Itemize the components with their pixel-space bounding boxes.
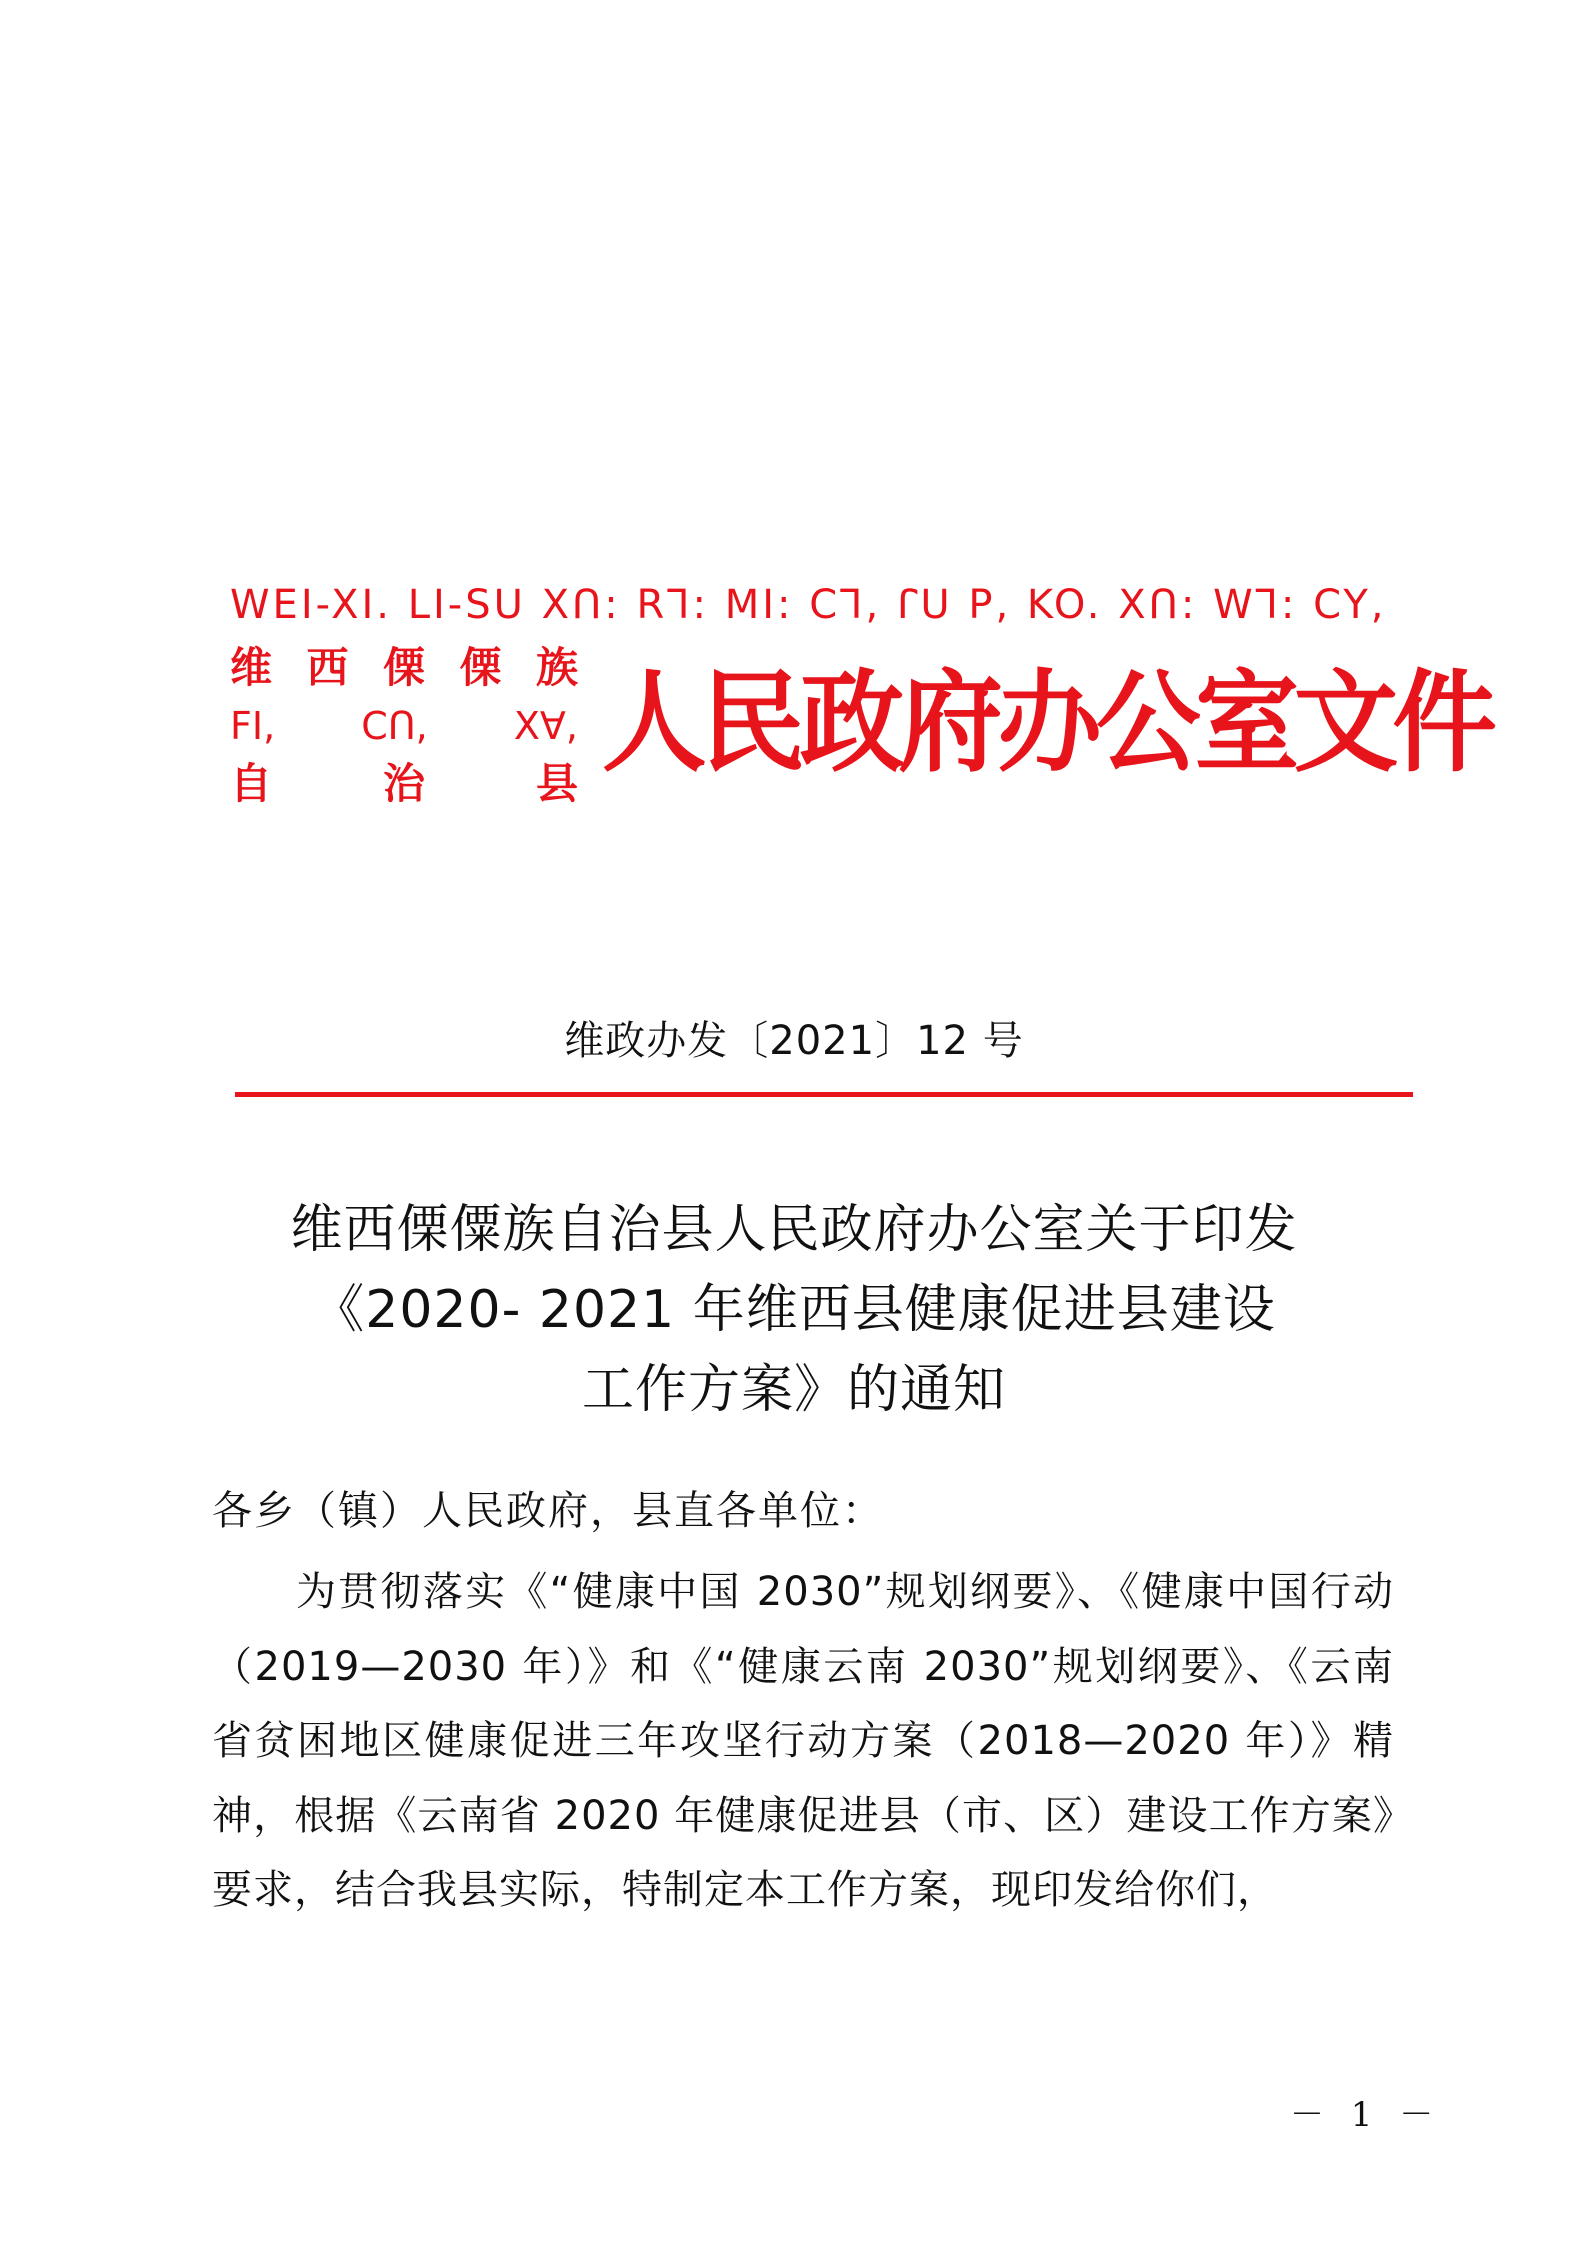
letterhead-name-block xyxy=(230,640,580,816)
page-number: － 1 － xyxy=(1290,2095,1442,2135)
title-line-1: 维西傈僳族自治县人民政府办公室关于印发 xyxy=(290,1200,1298,1260)
title-line-2: 《2020- 2021 年维西县健康促进县建设 xyxy=(312,1280,1276,1340)
lisu-word: Xꓯ, xyxy=(513,704,578,748)
name-char: 西 xyxy=(306,643,349,692)
name-char: 自 xyxy=(230,759,273,808)
body-paragraph: 为贯彻落实《“健康中国 2030”规划纲要》、《健康中国行动（2019—2030 年）》和《“健康云南 2030”规划纲要》、《云南省贫困地区健康促进三年攻坚行动方案（2018—2020 年）》精神，根据《云南省 2020 年健康促进县（市、区）建设工作方案》要求，结合我县实际，特制定本工作方案，现印发给你们， xyxy=(212,1569,1394,1913)
lisu-word: CՈ, xyxy=(361,704,428,748)
letterhead-main-title: 人民政府办公室文件 xyxy=(602,658,1492,787)
name-char: 维 xyxy=(230,643,273,692)
letterhead xyxy=(230,580,1492,820)
name-char: 县 xyxy=(535,759,578,808)
county-name-row xyxy=(230,640,578,700)
lisu-name-line: WEI-XI. LI-SU XՈ: Rꓶ: MI: Cꓶ, ꓩU P, KO. XՈ: Wꓶ: CY, xyxy=(230,582,1387,628)
name-char: 治 xyxy=(382,759,425,808)
name-char: 族 xyxy=(535,643,578,692)
autonomous-county-row xyxy=(230,756,578,816)
title-line-3: 工作方案》的通知 xyxy=(581,1360,1006,1420)
name-char: 傈 xyxy=(459,643,502,692)
red-divider-line xyxy=(235,1092,1413,1097)
document-number: 维政办发〔2021〕12 号 xyxy=(564,1018,1024,1064)
lisu-word: FI, xyxy=(230,704,276,748)
salutation: 各乡（镇）人民政府，县直各单位： xyxy=(212,1488,884,1534)
lisu-autonomous-row xyxy=(230,700,578,756)
notice-title xyxy=(0,1190,1588,1430)
name-char: 傈 xyxy=(382,643,425,692)
